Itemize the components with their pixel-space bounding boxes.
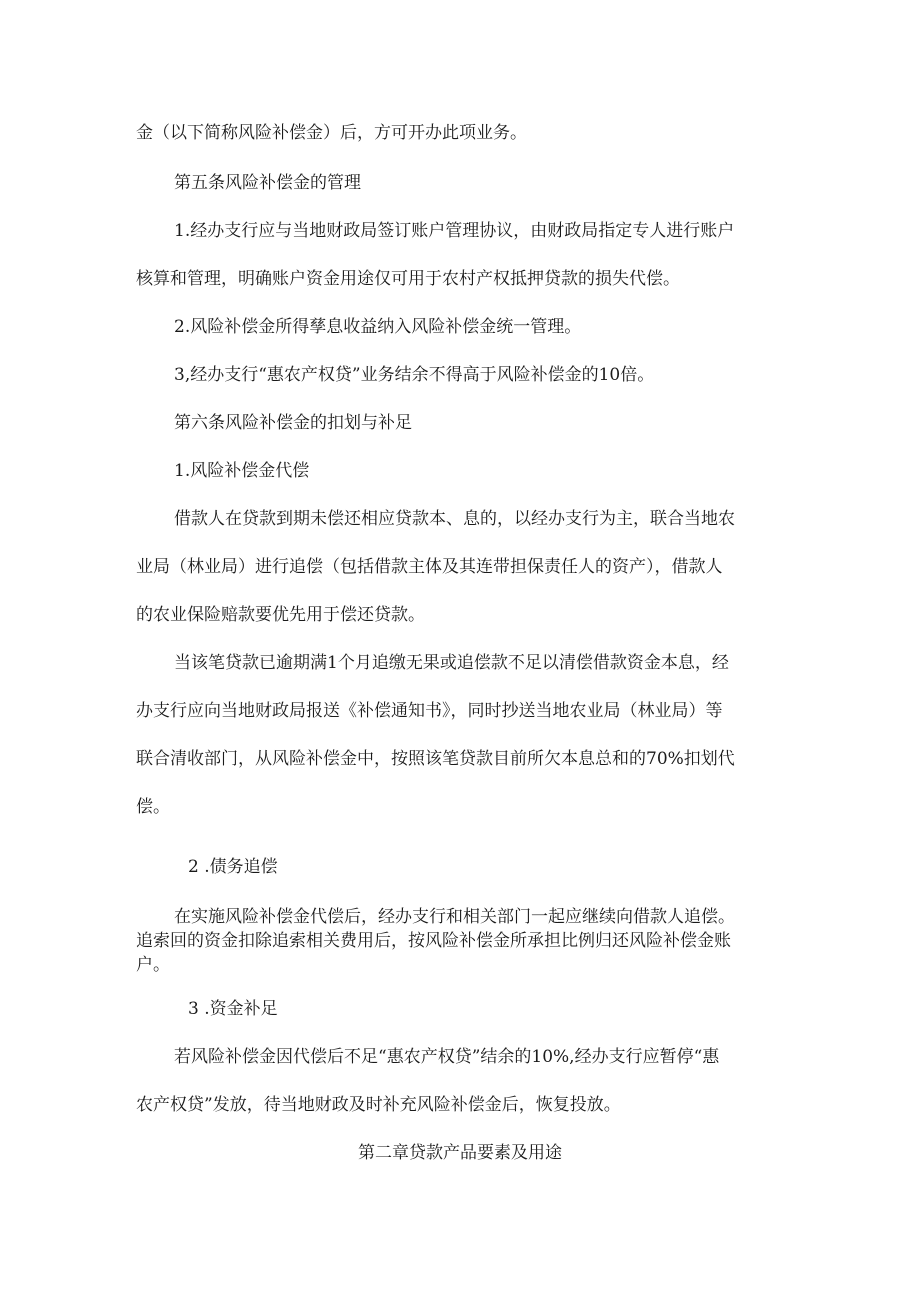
paragraph-line: 联合清收部门，从风险补偿金中，按照该笔贷款目前所欠本息总和的70%扣划代 (136, 749, 735, 769)
paragraph-line: 的农业保险赔款要优先用于偿还贷款。 (136, 605, 425, 625)
paragraph-line: 在实施风险补偿金代偿后，经办支行和相关部门一起应继续向借款人追偿。 (174, 907, 735, 927)
paragraph-line: 金（以下简称风险补偿金）后，方可开办此项业务。 (136, 123, 527, 143)
section-heading: 3 .资金补足 (188, 999, 278, 1019)
paragraph-line: 办支行应向当地财政局报送《补偿通知书》，同时抄送当地农业局（林业局）等 (136, 701, 723, 721)
section-heading: 2 .债务追偿 (188, 857, 278, 877)
chapter-heading: 第二章贷款产品要素及用途 (358, 1143, 562, 1163)
paragraph-line: 农产权贷”发放，待当地财政及时补充风险补偿金后，恢复投放。 (136, 1095, 621, 1115)
paragraph-line: 当该笔贷款已逾期满1个月追缴无果或追偿款不足以清偿借款资金本息，经 (174, 653, 729, 673)
paragraph-line: 户。 (136, 955, 170, 975)
paragraph-line: 追索回的资金扣除追索相关费用后，按风险补偿金所承担比例归还风险补偿金账 (136, 931, 731, 951)
paragraph-line: 业局（林业局）进行追偿（包括借款主体及其连带担保责任人的资产），借款人 (136, 557, 723, 577)
paragraph-line: 偿。 (136, 797, 170, 817)
section-heading: 1.风险补偿金代偿 (174, 461, 310, 481)
paragraph-line: 若风险补偿金因代偿后不足“惠农产权贷”结余的10%,经办支行应暂停“惠 (174, 1047, 720, 1067)
article-heading: 第五条风险补偿金的管理 (174, 173, 361, 193)
article-heading: 第六条风险补偿金的扣划与补足 (174, 413, 412, 433)
paragraph-line: 2.风险补偿金所得孳息收益纳入风险补偿金统一管理。 (174, 317, 582, 337)
paragraph-line: 3,经办支行“惠农产权贷”业务结余不得高于风险补偿金的10倍。 (174, 365, 655, 385)
paragraph-line: 核算和管理，明确账户资金用途仅可用于农村产权抵押贷款的损失代偿。 (136, 269, 680, 289)
paragraph-line: 借款人在贷款到期未偿还相应贷款本、息的，以经办支行为主，联合当地农 (174, 509, 735, 529)
paragraph-line: 1.经办支行应与当地财政局签订账户管理协议，由财政局指定专人进行账户 (174, 221, 735, 241)
